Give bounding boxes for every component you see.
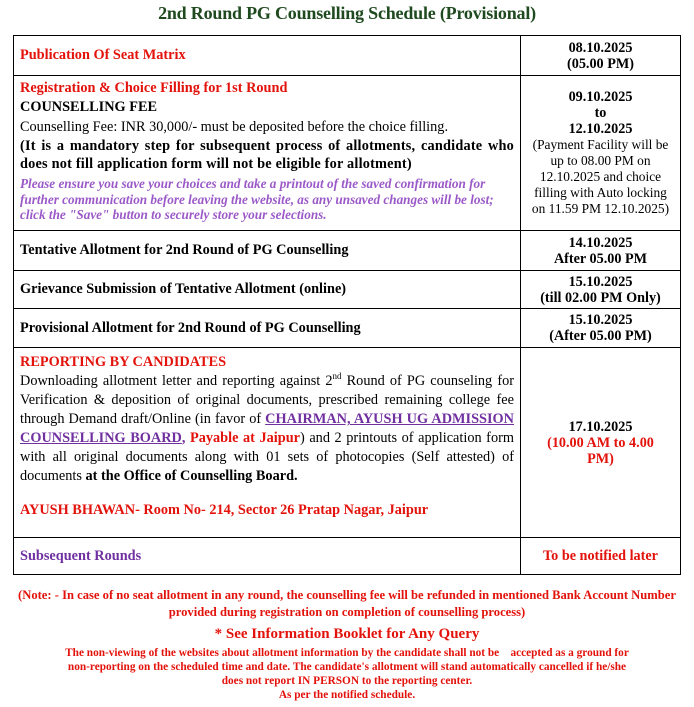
table-row — [14, 231, 681, 271]
event-seat-matrix: Publication Of Seat Matrix — [14, 36, 521, 76]
event-grievance: Grievance Submission of Tentative Allotment (online) — [14, 271, 521, 309]
event-registration — [14, 76, 521, 231]
time: (After 05.00 PM) — [549, 328, 652, 344]
date: 15.10.2025 — [568, 312, 633, 328]
date-reporting — [521, 348, 681, 538]
registration-heading: Registration & Choice Filling for 1st Round — [20, 80, 288, 96]
reporting-address: AYUSH BHAWAN- Room No- 214, Sector 26 Pratap Nagar, Jaipur — [20, 502, 429, 518]
fee-text: Counselling Fee: INR 30,000/- must be deposited before the choice filling. — [20, 119, 449, 135]
event-subsequent: Subsequent Rounds — [14, 538, 521, 575]
date-to: 12.10.2025 — [568, 121, 633, 137]
event-tentative: Tentative Allotment for 2nd Round of PG Counselling — [14, 231, 521, 271]
time: (05.00 PM) — [567, 55, 634, 72]
comma: , — [181, 430, 186, 446]
date-to-word: to — [594, 105, 607, 121]
date: 15.10.2025 — [568, 273, 633, 290]
date-subsequent: To be notified later — [521, 538, 681, 575]
reporting-office: at the Office of Counselling Board. — [85, 468, 298, 484]
reporting-heading: REPORTING BY CANDIDATES — [20, 354, 227, 370]
payee-link[interactable]: CHAIRMAN, AYUSH UG ADMISSION COUNSELLING BOARD — [20, 411, 514, 446]
reporting-text — [20, 372, 514, 486]
table-row — [14, 538, 681, 575]
event-provisional: Provisional Allotment for 2nd Round of PG Counselling — [14, 309, 521, 348]
table-row — [14, 36, 681, 76]
table-row — [14, 271, 681, 309]
payable-at: Payable at Jaipur — [185, 430, 300, 446]
warning-main: The non-viewing of the websites about allotment information by the candidate shall not be accepted as a ground for non-reporting on the scheduled time and date. The candidate's allotment will stand automatically cancelled if he/she does not report IN PERSON to the reporting center. — [65, 647, 632, 687]
date: 08.10.2025 — [568, 39, 633, 56]
fee-heading: COUNSELLING FEE — [20, 99, 158, 115]
time: After 05.00 PM — [553, 250, 648, 267]
date: 17.10.2025 — [568, 418, 633, 435]
date-seat-matrix — [521, 36, 681, 76]
schedule-table — [13, 35, 681, 575]
page-title: 2nd Round PG Counselling Schedule (Provisional) — [158, 3, 536, 23]
date-provisional — [521, 309, 681, 348]
date-registration — [521, 76, 681, 231]
date-grievance — [521, 271, 681, 309]
date-note: (Payment Facility will be up to 08.00 PM on 12.10.2025 and choice filling with Auto locking on 11.59 PM 12.10.2025) — [531, 137, 670, 216]
date-tentative — [521, 231, 681, 271]
warning-text — [0, 646, 694, 702]
warning-schedule: As per the notified schedule. — [278, 689, 416, 701]
time: (till 02.00 PM Only) — [540, 289, 661, 306]
reporting-text-2: Round of PG counseling for Verification & deposition of original documents, prescribed remaining college fee through Demand draft/Online (in favor of — [20, 373, 514, 427]
date-from: 09.10.2025 — [568, 89, 633, 105]
table-row — [14, 309, 681, 348]
information-booklet-query: * See Information Booklet for Any Query — [214, 626, 480, 642]
table-row — [14, 348, 681, 538]
mandatory-text: (It is a mandatory step for subsequent process of allotments, candidate who does not fill application form will not be eligible for allotment) — [20, 138, 514, 172]
event-reporting — [14, 348, 521, 538]
reporting-text-3: ) and 2 printouts of application form with all original documents along with 01 sets of photocopies (Self attested) of documents — [20, 430, 514, 484]
table-row — [14, 76, 681, 231]
refund-note: (Note: - In case of no seat allotment in any round, the counselling fee will be refunded in mentioned Bank Account Number provided during registration on completion of counselling process) — [18, 588, 676, 619]
time: (10.00 AM to 4.00 PM) — [547, 434, 654, 467]
save-note: Please ensure you save your choices and take a printout of the saved confirmation for further communication before leaving the website, as any unsaved changes will be lost; click the "Save" button to securely store your selections. — [20, 176, 494, 222]
superscript: nd — [332, 371, 342, 382]
date: 14.10.2025 — [568, 234, 633, 251]
reporting-text-1: Downloading allotment letter and reporting against 2 — [20, 373, 333, 389]
